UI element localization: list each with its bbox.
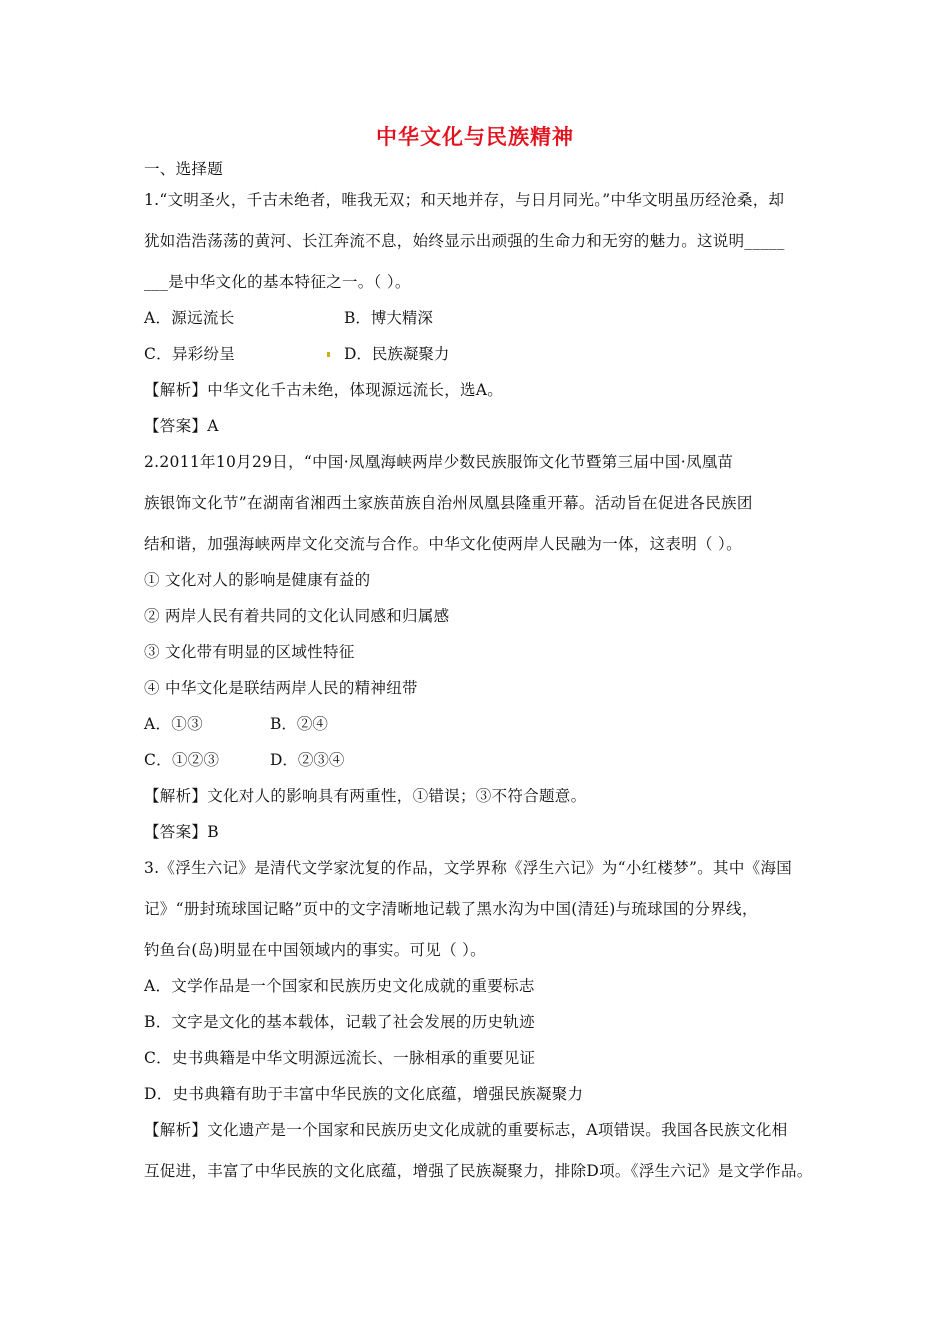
q2-item: ③ 文化带有明显的区域性特征 [144, 643, 355, 661]
q1-option-b: B．博大精深 [344, 309, 433, 327]
q1-stem-line: ___是中华文化的基本特征之一。（ ）。 [144, 273, 411, 291]
section-heading: 一、选择题 [144, 160, 224, 178]
q2-stem-line: 结和谐，加强海峡两岸文化交流与合作。中华文化使两岸人民融为一体，这表明（ ）。 [144, 535, 742, 553]
page-title: 中华文化与民族精神 [376, 125, 574, 149]
q2-item: ① 文化对人的影响是健康有益的 [144, 571, 371, 589]
scan-artifact [327, 352, 330, 357]
q2-item: ④ 中华文化是联结两岸人民的精神纽带 [144, 679, 418, 697]
q3-analysis-line: 【解析】文化遗产是一个国家和民族历史文化成就的重要标志，A项错误。我国各民族文化相 [144, 1121, 788, 1139]
q2-analysis: 【解析】文化对人的影响具有两重性，①错误；③不符合题意。 [144, 787, 587, 805]
q2-option-b: B．②④ [270, 715, 328, 733]
q1-stem-line: 1.“文明圣火，千古未绝者，唯我无双；和天地并存，与日月同光。”中华文明虽历经沧桑，却 [144, 191, 785, 209]
q3-option-c: C．史书典籍是中华文明源远流长、一脉相承的重要见证 [144, 1049, 536, 1067]
q2-stem-line: 族银饰文化节”在湖南省湘西土家族苗族自治州凤凰县隆重开幕。活动旨在促进各民族团 [144, 494, 753, 512]
q1-answer: 【答案】A [144, 417, 219, 435]
q3-option-a: A．文学作品是一个国家和民族历史文化成就的重要标志 [144, 977, 535, 995]
q2-option-a: A．①③ [144, 715, 203, 733]
q3-option-b: B．文字是文化的基本载体，记载了社会发展的历史轨迹 [144, 1013, 535, 1031]
q1-option-a: A．源远流长 [144, 309, 235, 327]
q3-analysis-line: 互促进，丰富了中华民族的文化底蕴，增强了民族凝聚力，排除D项。《浮生六记》是文学作品。 [144, 1162, 813, 1180]
q1-analysis: 【解析】中华文化千古未绝，体现源远流长，选A。 [144, 381, 504, 399]
q2-item: ② 两岸人民有着共同的文化认同感和归属感 [144, 607, 450, 625]
q2-answer: 【答案】B [144, 823, 219, 841]
q2-stem-line: 2.2011年10月29日，“中国·凤凰海峡两岸少数民族服饰文化节暨第三届中国·凤凰苗 [144, 453, 734, 471]
q2-option-c: C．①②③ [144, 751, 220, 769]
q2-option-d: D．②③④ [270, 751, 345, 769]
q3-option-d: D．史书典籍有助于丰富中华民族的文化底蕴，增强民族凝聚力 [144, 1085, 584, 1103]
q3-stem-line: 记》“册封琉球国记略”页中的文字清晰地记载了黑水沟为中国(清廷)与琉球国的分界线， [144, 900, 758, 918]
q3-stem-line: 钓鱼台(岛)明显在中国领域内的事实。可见（ ）。 [144, 941, 486, 959]
q1-option-c: C．异彩纷呈 [144, 345, 236, 363]
q1-stem-line: 犹如浩浩荡荡的黄河、长江奔流不息，始终显示出顽强的生命力和无穷的魅力。这说明_____ [144, 232, 785, 250]
q3-stem-line: 3.《浮生六记》是清代文学家沈复的作品，文学界称《浮生六记》为“小红楼梦”。其中《海国 [144, 859, 793, 877]
q1-option-d: D．民族凝聚力 [344, 345, 450, 363]
